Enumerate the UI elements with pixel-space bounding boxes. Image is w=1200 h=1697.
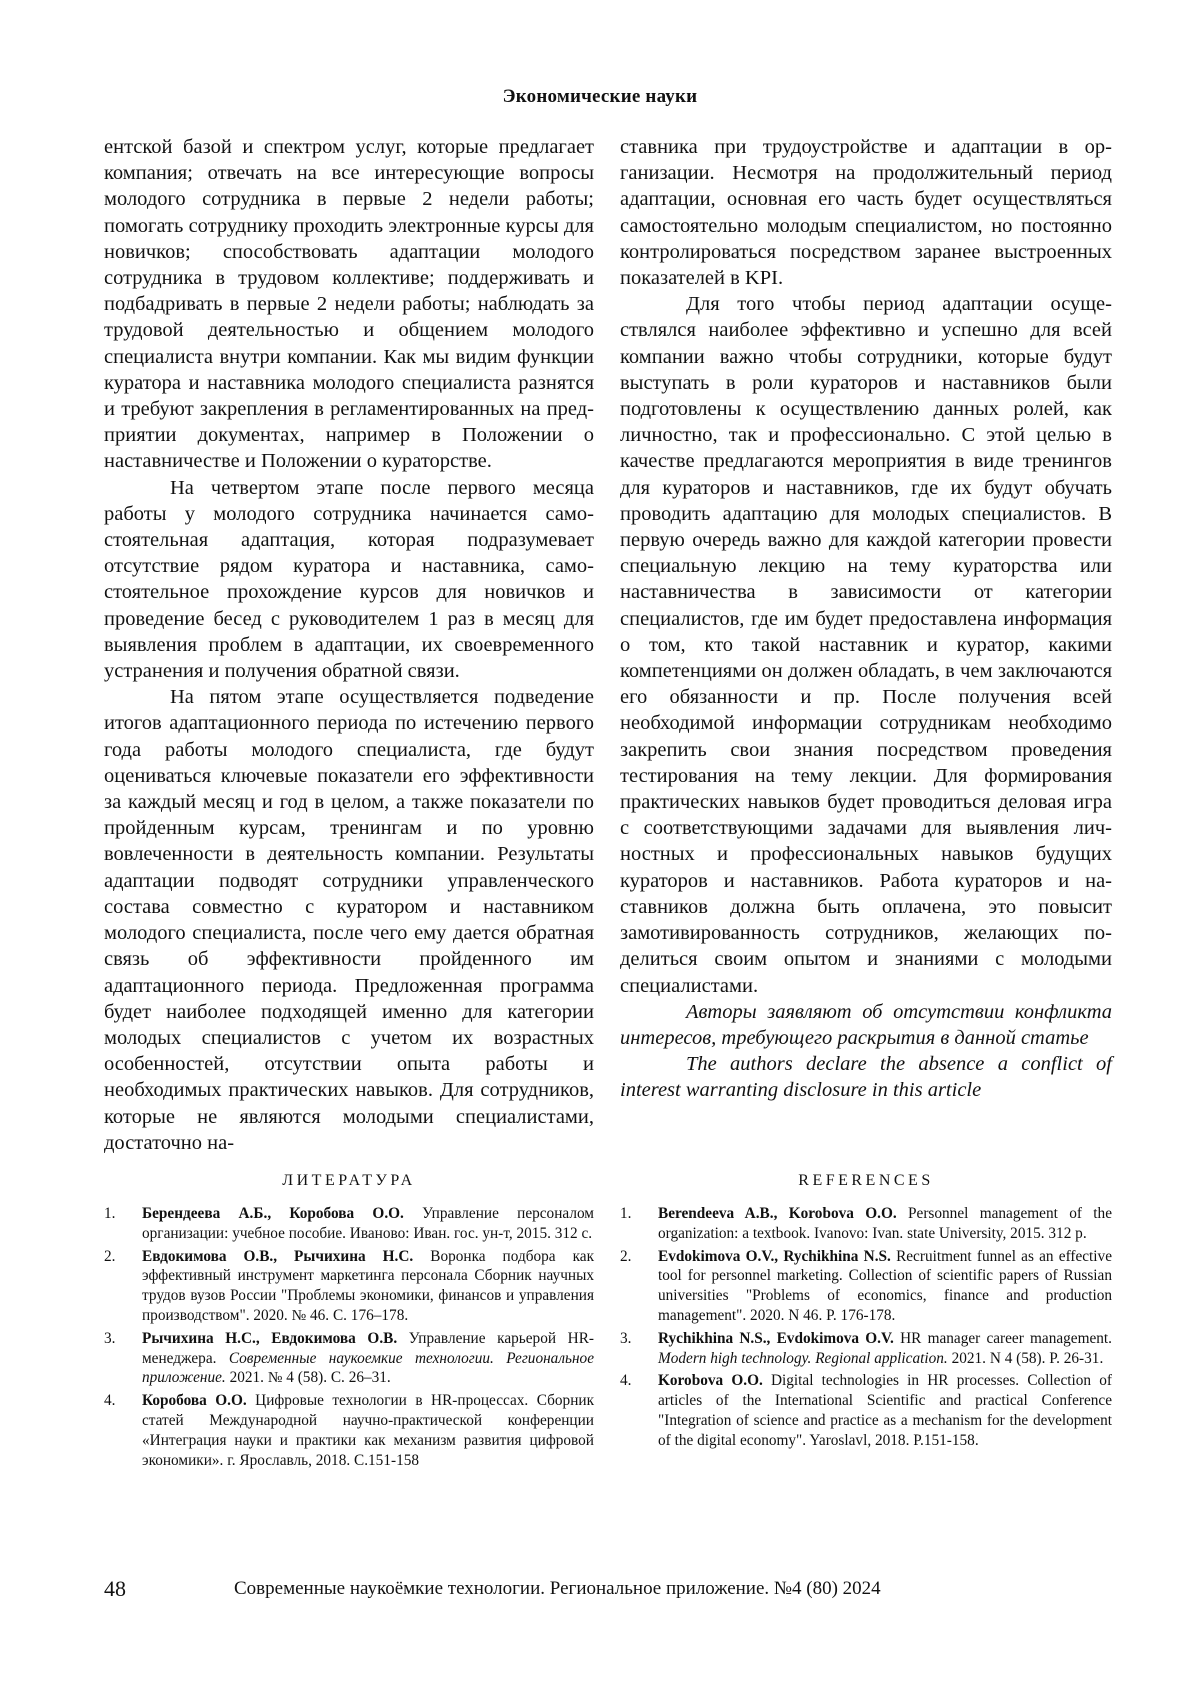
ref-title: Digital technologies in HR processes. Collection of articles of the International Scientific and practical Conference "Integration of science and practice as a mechanism for the development of the digital economy". Yaroslavl, 2018. P.151-158. <box>658 1372 1112 1449</box>
list-item <box>104 1247 594 1326</box>
ref-authors: Berendeeva A.B., Korobova O.O. <box>658 1205 897 1222</box>
ref-number: 2. <box>620 1247 632 1265</box>
references-heading: REFERENCES <box>798 1172 934 1189</box>
ref-number: 4. <box>104 1392 116 1410</box>
ref-text <box>658 1329 1112 1369</box>
ref-text <box>142 1247 594 1326</box>
ref-title: Personnel management of the organization: a textbook. Ivanovo: Ivan. state University, 2015. 312 p. <box>658 1205 1112 1242</box>
ref-number: 1. <box>620 1205 632 1222</box>
ref-authors: Korobova O.O. <box>658 1372 763 1390</box>
list-item <box>620 1371 1112 1450</box>
paragraph: ставника при трудоустройстве и адаптации в организации. Несмотря на продолжительный период адаптации, основная его часть будет осуществляться самостоятельно молодым специалистом, но постоянно контролироваться посредством заранее выстроенных показателей в KPI. <box>620 136 1112 290</box>
literature-heading: ЛИТЕРАТУРА <box>282 1172 416 1189</box>
ref-title: Воронка подбора как эффективный инструмент маркетинга персонала Сборник научных трудов вузов России "Проблемы экономики, финансов и управления производством". 2020. № 46. С. 176–178. <box>142 1247 594 1324</box>
ref-text <box>142 1391 594 1470</box>
list-item <box>104 1329 594 1388</box>
ref-text <box>142 1204 594 1244</box>
ref-number: 2. <box>104 1247 116 1265</box>
list-item <box>620 1204 1112 1244</box>
list-item <box>104 1204 594 1244</box>
ref-number: 3. <box>620 1329 632 1347</box>
ref-tail: 2021. N 4 (58). P. 26-31. <box>947 1349 1104 1367</box>
ref-authors: Коробова О.О. <box>142 1392 247 1410</box>
section-title: Экономические науки <box>502 86 698 107</box>
ref-text <box>142 1329 594 1388</box>
ref-title: Управление карьерой HR-менеджера. <box>142 1329 594 1367</box>
ref-title: Управление персоналом организации: учебное пособие. Иваново: Иван. гос. ун-т, 2015. 312 с. <box>142 1205 594 1242</box>
ref-authors: Evdokimova O.V., Rychikhina N.S. <box>658 1247 891 1265</box>
ref-title: Цифровые технологии в HR-процессах. Сборник статей Международной научно-практической конференции «Интеграция науки и практики как механизм развития цифровой экономики». г. Ярославль, 2018. С.151-158 <box>142 1392 594 1469</box>
ref-number: 3. <box>104 1329 116 1347</box>
paragraph: Для того чтобы период адаптации осуществлялся наиболее эффективно и успешно для всей компании важно чтобы сотрудники, которые будут выступать в роли кураторов и наставников были подготовлены к осуществлению данных ролей, как личностно, так и профессионально. С этой целью в качестве предлагаются мероприятия в виде тренингов для кураторов и наставников, где их будут обучать проводить адаптацию для молодых специалистов. В первую очередь важно для каждой категории провести специальную лекцию на тему кураторства или наставничества в зависимости от категории специалистов, где им будет предоставлена информация о том, кто такой наставник и куратор, какими компетенциями он должен обладать, в чем заключаются его обязанности и пр. После получения всей необходимой информации сотрудникам необходимо закрепить свои знания посредством проведения тестирования на тему лекции. Для формирования практических навыков будет проводиться деловая игра с соответствующими задачами для выявления личностных и профессиональных навыков будущих кураторов и наставников. Работа кураторов и наставников должна быть оплачена, это повысит замотивированность сотрудников, желающих поделиться своим опытом и знаниями с молодыми специалистами. <box>620 293 1112 997</box>
paragraph: На пятом этапе осуществляется подведение итогов адаптационного периода по истечению первого года работы молодого специалиста, где будут оцениваться ключевые показатели его эффективности за каждый месяц и год в целом, а также показатели по пройденным курсам, тренингам и по уровню вовлеченности в деятельность компании. Результаты адаптации подводят сотрудники управленческого состава совместно с куратором и наставником молодого специалиста, после чего ему дается обратная связь об эффективности пройденного им адаптационного периода. Предложенная программа будет наиболее подходящей именно для категории молодых специалистов с учетом их возрастных особенностей, отсутствии опыта работы и необходимых практических навыков. Для сотрудников, которые не являются молодыми специалистами, достаточно на- <box>104 686 594 1154</box>
paragraph: На четвертом этапе после первого месяца работы у молодого сотрудника начинается самостоятельная адаптация, которая подразумевает отсутствие рядом куратора и наставника, самостоятельное прохождение курсов для новичков и проведение бесед с руководителем 1 раз в месяц для выявления проблем в адаптации, их своевременного устранения и получения обратной связи. <box>104 476 594 683</box>
ref-number: 1. <box>104 1205 116 1222</box>
literature-list <box>104 1204 594 1473</box>
ref-authors: Рычихина Н.С., Евдокимова О.В. <box>142 1329 398 1347</box>
ref-text <box>658 1371 1112 1450</box>
ref-authors: Берендеева А.Б., Коробова О.О. <box>142 1205 404 1222</box>
ref-title: Recruitment funnel as an effective tool for personnel marketing. Collection of scientific papers of Russian universities "Problems of economics, finance and production management". 2020. N 46. P. 176-178. <box>658 1247 1112 1324</box>
ref-authors: Rychikhina N.S., Evdokimova O.V. <box>658 1329 894 1347</box>
right-text-column <box>620 134 1112 1104</box>
ref-tail: 2021. № 4 (58). С. 26–31. <box>225 1369 391 1387</box>
ref-text <box>658 1204 1112 1244</box>
conflict-statement-en: The authors declare the absence a conflict of interest warranting disclosure in this article <box>620 1053 1112 1102</box>
ref-journal: Modern high technology. Regional application. <box>658 1349 948 1367</box>
ref-authors: Евдокимова О.В., Рычихина Н.С. <box>142 1247 414 1265</box>
ref-title: HR manager career management. <box>893 1329 1112 1347</box>
left-text-column <box>104 134 594 1156</box>
ref-number: 4. <box>620 1372 632 1390</box>
ref-text <box>658 1247 1112 1326</box>
list-item <box>104 1391 594 1470</box>
page-number: 48 <box>104 1576 126 1601</box>
journal-title: Современные наукоёмкие технологии. Региональное приложение. №4 (80) 2024 <box>234 1578 881 1599</box>
ref-journal: Современные наукоемкие технологии. Региональное приложение. <box>142 1349 594 1387</box>
list-item <box>620 1329 1112 1369</box>
paragraph: ентской базой и спектром услуг, которые предлагает компания; отвечать на все интересующие вопросы молодого сотрудника в первые 2 недели работы; помогать сотруднику проходить электронные курсы для новичков; способствовать адаптации молодого сотрудника в трудовом коллективе; поддерживать и подбадривать в первые 2 недели работы; наблюдать за трудовой деятельностью и общением молодого специалиста внутри компании. Как мы видим функции куратора и наставника молодого специалиста разнятся и требуют закрепления в регламентированных на предприятии документах, например в Положении о наставничестве и Положении о кураторстве. <box>104 136 594 473</box>
list-item <box>620 1247 1112 1326</box>
conflict-statement-ru: Авторы заявляют об отсутствии конфликта интересов, требующего раскрытия в данной статье <box>620 1000 1112 1049</box>
references-list <box>620 1204 1112 1454</box>
